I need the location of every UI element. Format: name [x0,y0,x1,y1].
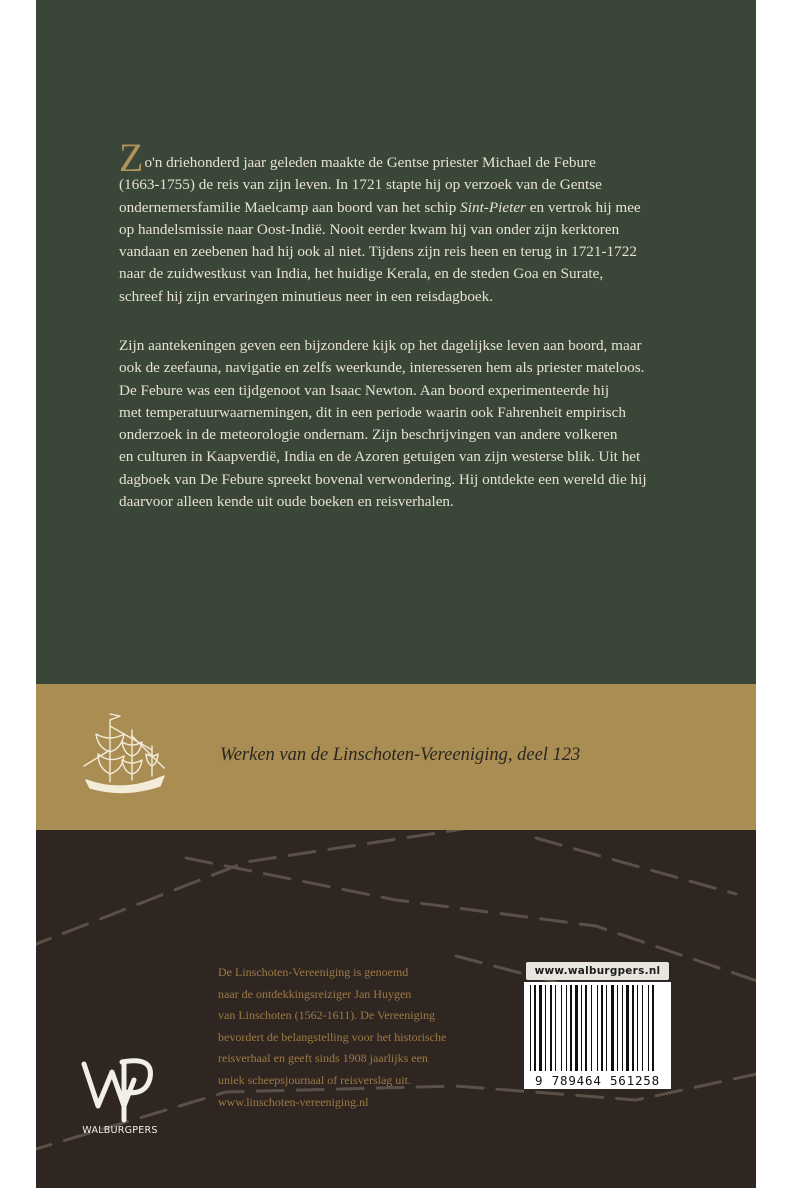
blurb-paragraph-2 [119,335,676,513]
society-line: reisverhaal en geeft sinds 1908 jaarlijks een [218,1051,428,1066]
society-line: bevordert de belangstelling voor het historische [218,1029,447,1044]
blurb-line: Zijn aantekeningen geven een bijzondere kijk op het dagelijkse leven aan boord, maar [119,337,642,354]
isbn-number: 9 789464 561258 [535,1073,660,1088]
back-cover [36,0,756,1188]
drop-cap: Z [119,135,144,180]
top-panel [36,0,756,684]
society-description [218,962,446,1113]
blurb-line: naar de zuidwestkust van India, het huidige Kerala, en de steden Goa en Surate, [119,265,604,283]
series-title: Werken van de Linschoten-Vereeniging, deel 123 [220,745,581,765]
blurb-line: ook de zeefauna, navigatie en zelfs weerkunde, interesseren hem als priester mateloos. [119,359,645,377]
blurb-line: op handelsmissie naar Oost-Indië. Nooit eerder kwam hij van onder zijn kerktoren [119,220,620,238]
society-line: van Linschoten (1562-1611). De Vereeniging [218,1008,435,1023]
walburgpers-logo-icon [76,1040,162,1126]
blurb-paragraph-1 [119,135,676,308]
society-url: www.linschoten-vereeniging.nl [218,1094,369,1109]
blurb-line: schreef hij zijn ervaringen minutieus neer in een reisdagboek. [119,287,494,305]
blurb-line: ondernemersfamilie Maelcamp aan boord van het schip Sint-Pieter en vertrok hij mee [119,198,641,216]
blurb-line: De Febure was een tijdgenoot van Isaac Newton. Aan boord experimenteerde hij [119,381,610,399]
blurb-line: daarvoor alleen kende uit oude boeken en reisverhalen. [119,493,454,511]
ship-icon [80,706,170,806]
barcode-bars-icon [528,985,667,1071]
publisher-logo-text: WALBURGPERS [82,1125,158,1136]
blurb-line: dagboek van De Febure spreekt bovenal verwondering. Hij ontdekte een wereld die hij [119,470,647,488]
blurb-line: onderzoek in de meteorologie ondernam. Zijn beschrijvingen van andere volkeren [119,426,618,444]
blurb-line: (1663-1755) de reis van zijn leven. In 1721 stapte hij op verzoek van de Gentse [119,176,602,194]
society-line: naar de ontdekkingsreiziger Jan Huygen [218,986,412,1001]
society-line: De Linschoten-Vereeniging is genoemd [218,965,409,979]
blurb-line: en culturen in Kaapverdië, India en de Azoren getuigen van zijn westerse blik. Uit het [119,448,641,466]
barcode [524,982,671,1089]
blurb-line: vandaan en zeebenen had hij ook al niet. Tijdens zijn reis heen en terug in 1721-1722 [119,243,637,261]
society-line: uniek scheepsjournaal of reisverslag uit. [218,1072,411,1087]
blurb-line: met temperatuurwaarnemingen, dit in een periode waarin ook Fahrenheit empirisch [119,403,626,421]
blurb-line: o'n driehonderd jaar geleden maakte de Gentse priester Michael de Febure [144,154,596,171]
publisher-url: www.walburgpers.nl [526,962,669,980]
